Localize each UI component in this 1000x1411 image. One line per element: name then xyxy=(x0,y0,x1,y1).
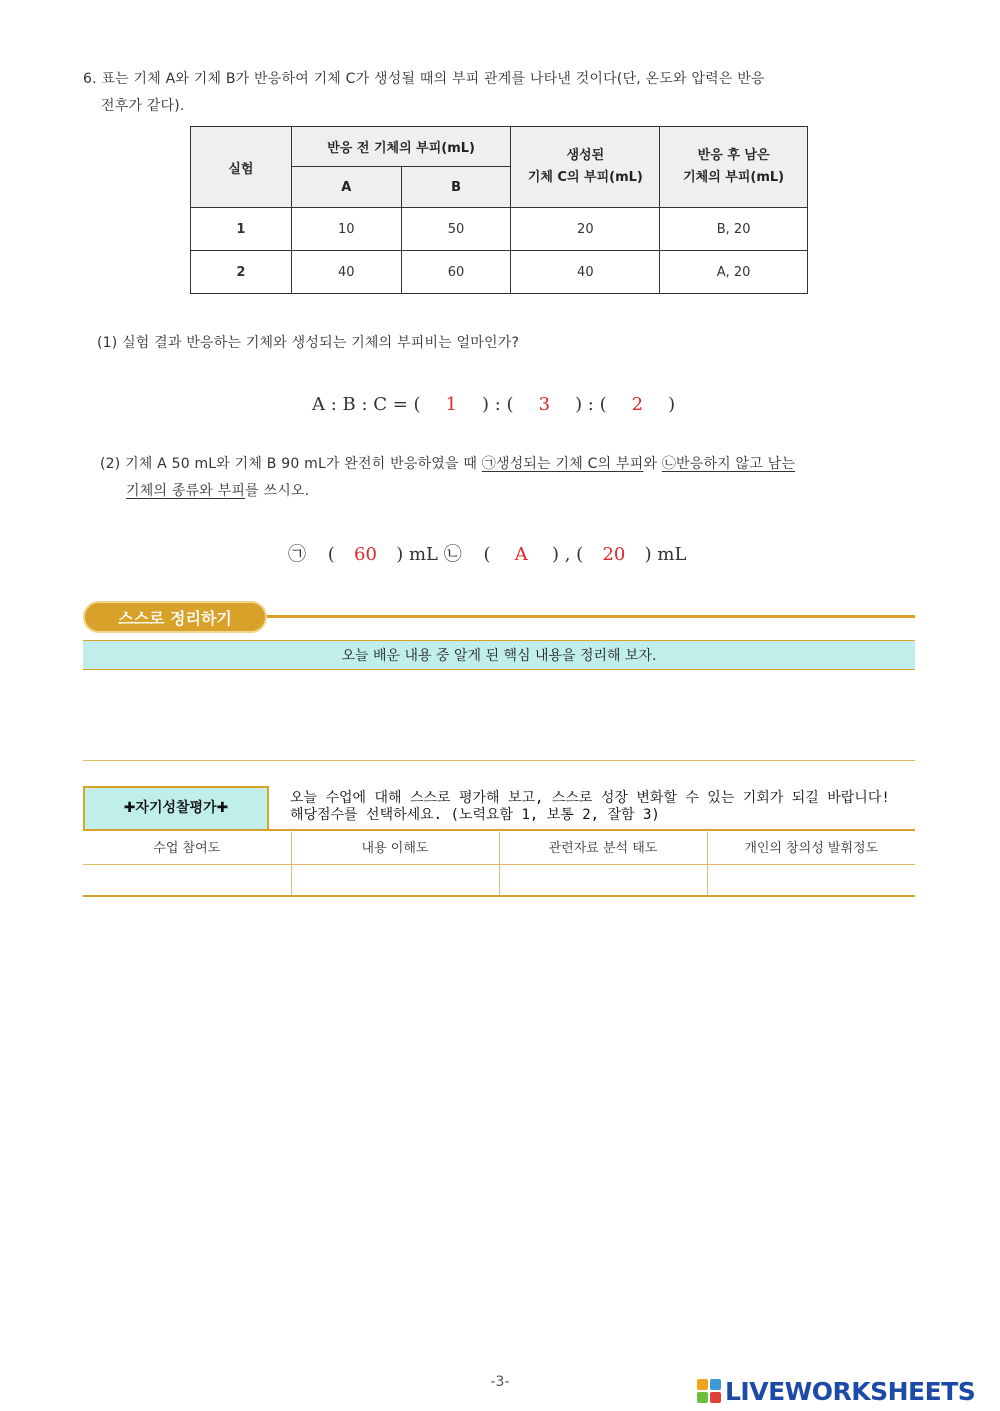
open-paren-2: ( xyxy=(483,544,491,565)
answer-left-volume[interactable]: 20 xyxy=(602,544,626,565)
sub2-prompt-underline-1: ㉠생성되는 기체 C의 부피 xyxy=(481,456,644,472)
cell-a: 10 xyxy=(291,208,401,251)
question-line-2: 전후가 같다). xyxy=(101,98,185,114)
mark-nieun: ㉡ xyxy=(443,544,462,565)
sub2-prompt-underline-3: 기체의 종류와 부피 xyxy=(126,483,246,499)
ratio-answer-line xyxy=(312,394,732,420)
cell-b: 50 xyxy=(401,208,511,251)
self-eval-description xyxy=(290,790,920,824)
cell-exp: 1 xyxy=(191,208,292,251)
liveworksheets-icon xyxy=(697,1379,721,1403)
eval-score-understanding[interactable] xyxy=(291,864,499,896)
answer-c-volume[interactable]: 60 xyxy=(354,544,377,565)
comma-open: , ( xyxy=(564,544,584,565)
cell-left: A, 20 xyxy=(660,251,808,294)
answer-gas-type[interactable]: A xyxy=(514,544,528,565)
close-paren: ) xyxy=(551,544,559,565)
eval-bottom-border xyxy=(83,895,915,897)
cell-left: B, 20 xyxy=(660,208,808,251)
cell-a: 40 xyxy=(291,251,401,294)
self-eval-desc-line1: 오늘 수업에 대해 스스로 평가해 보고, 스스로 성장 변화할 수 있는 기회가 되길 바랍니다! xyxy=(290,790,890,806)
header-left-line2: 기체의 부피(mL) xyxy=(683,170,785,185)
ratio-answer-a[interactable]: 1 xyxy=(445,394,458,415)
sub2-prompt-underline-2: ㉡반응하지 않고 남는 xyxy=(661,456,796,472)
self-eval-desc-line2: 해당점수를 선택하세요. (노력요함 1, 보통 2, 잘함 3) xyxy=(290,807,660,823)
liveworksheets-logo xyxy=(697,1376,975,1406)
eval-score-creativity[interactable] xyxy=(707,864,915,896)
open-paren: ( xyxy=(327,544,335,565)
header-c xyxy=(511,127,660,208)
self-eval-label: ✚자기성찰평가✚ xyxy=(83,786,269,831)
cell-c: 40 xyxy=(511,251,660,294)
ratio-sep-1: ) : ( xyxy=(482,394,514,415)
eval-col-analysis: 관련자료 분석 태도 xyxy=(499,830,707,864)
header-left-line1: 반응 후 남은 xyxy=(697,148,770,163)
close-unit: ) mL xyxy=(396,544,438,565)
summary-answer-line[interactable] xyxy=(83,760,915,761)
header-before: 반응 전 기체의 부피(mL) xyxy=(291,127,511,167)
header-a: A xyxy=(291,167,401,208)
sub2-prompt-line2 xyxy=(126,478,916,505)
ratio-answer-b[interactable]: 3 xyxy=(538,394,551,415)
eval-score-analysis[interactable] xyxy=(499,864,707,896)
header-c-line1: 생성된 xyxy=(566,148,605,163)
cell-c: 20 xyxy=(511,208,660,251)
ratio-sep-2: ) : ( xyxy=(575,394,607,415)
table-row xyxy=(191,251,808,294)
eval-col-creativity: 개인의 창의성 발휘정도 xyxy=(707,830,915,864)
page-number: -3- xyxy=(490,1374,510,1390)
sub1-prompt: (1) 실험 결과 반응하는 기체와 생성되는 기체의 부피비는 얼마인가? xyxy=(97,335,520,351)
eval-score-participation[interactable] xyxy=(83,864,291,896)
header-left xyxy=(660,127,808,208)
question-line-1: 6. 표는 기체 A와 기체 B가 반응하여 기체 C가 생성될 때의 부피 관계를 나타낸 것이다(단, 온도와 압력은 반응 xyxy=(83,71,765,87)
eval-col-participation: 수업 참여도 xyxy=(83,830,291,864)
sub2-prompt-line1 xyxy=(100,451,920,478)
sub2-prompt-pre: (2) 기체 A 50 mL와 기체 B 90 mL가 완전히 반응하였을 때 xyxy=(100,456,482,472)
ratio-label: A : B : C = ( xyxy=(312,394,421,415)
header-c-line2: 기체 C의 부피(mL) xyxy=(527,170,643,185)
brand-name: LIVEWORKSHEETS xyxy=(725,1376,976,1406)
sub2-answer-line xyxy=(288,540,728,566)
section-divider xyxy=(262,615,915,618)
sub2-prompt-post: 를 쓰시오. xyxy=(245,483,310,499)
close-unit-2: ) mL xyxy=(644,544,687,565)
volume-table xyxy=(190,126,808,294)
cell-b: 60 xyxy=(401,251,511,294)
cell-exp: 2 xyxy=(191,251,292,294)
section-title: 스스로 정리하기 xyxy=(83,601,267,633)
eval-col-understanding: 내용 이해도 xyxy=(291,830,499,864)
ratio-close: ) xyxy=(668,394,676,415)
self-eval-table xyxy=(83,830,915,896)
header-b: B xyxy=(401,167,511,208)
ratio-answer-c[interactable]: 2 xyxy=(631,394,644,415)
header-experiment: 실험 xyxy=(191,127,292,208)
summary-prompt: 오늘 배운 내용 중 알게 된 핵심 내용을 정리해 보자. xyxy=(83,640,915,670)
table-row xyxy=(191,208,808,251)
close-comma-open xyxy=(552,544,583,565)
mark-giyeok: ㉠ xyxy=(288,544,306,565)
sub2-prompt-mid: 와 xyxy=(643,456,662,472)
